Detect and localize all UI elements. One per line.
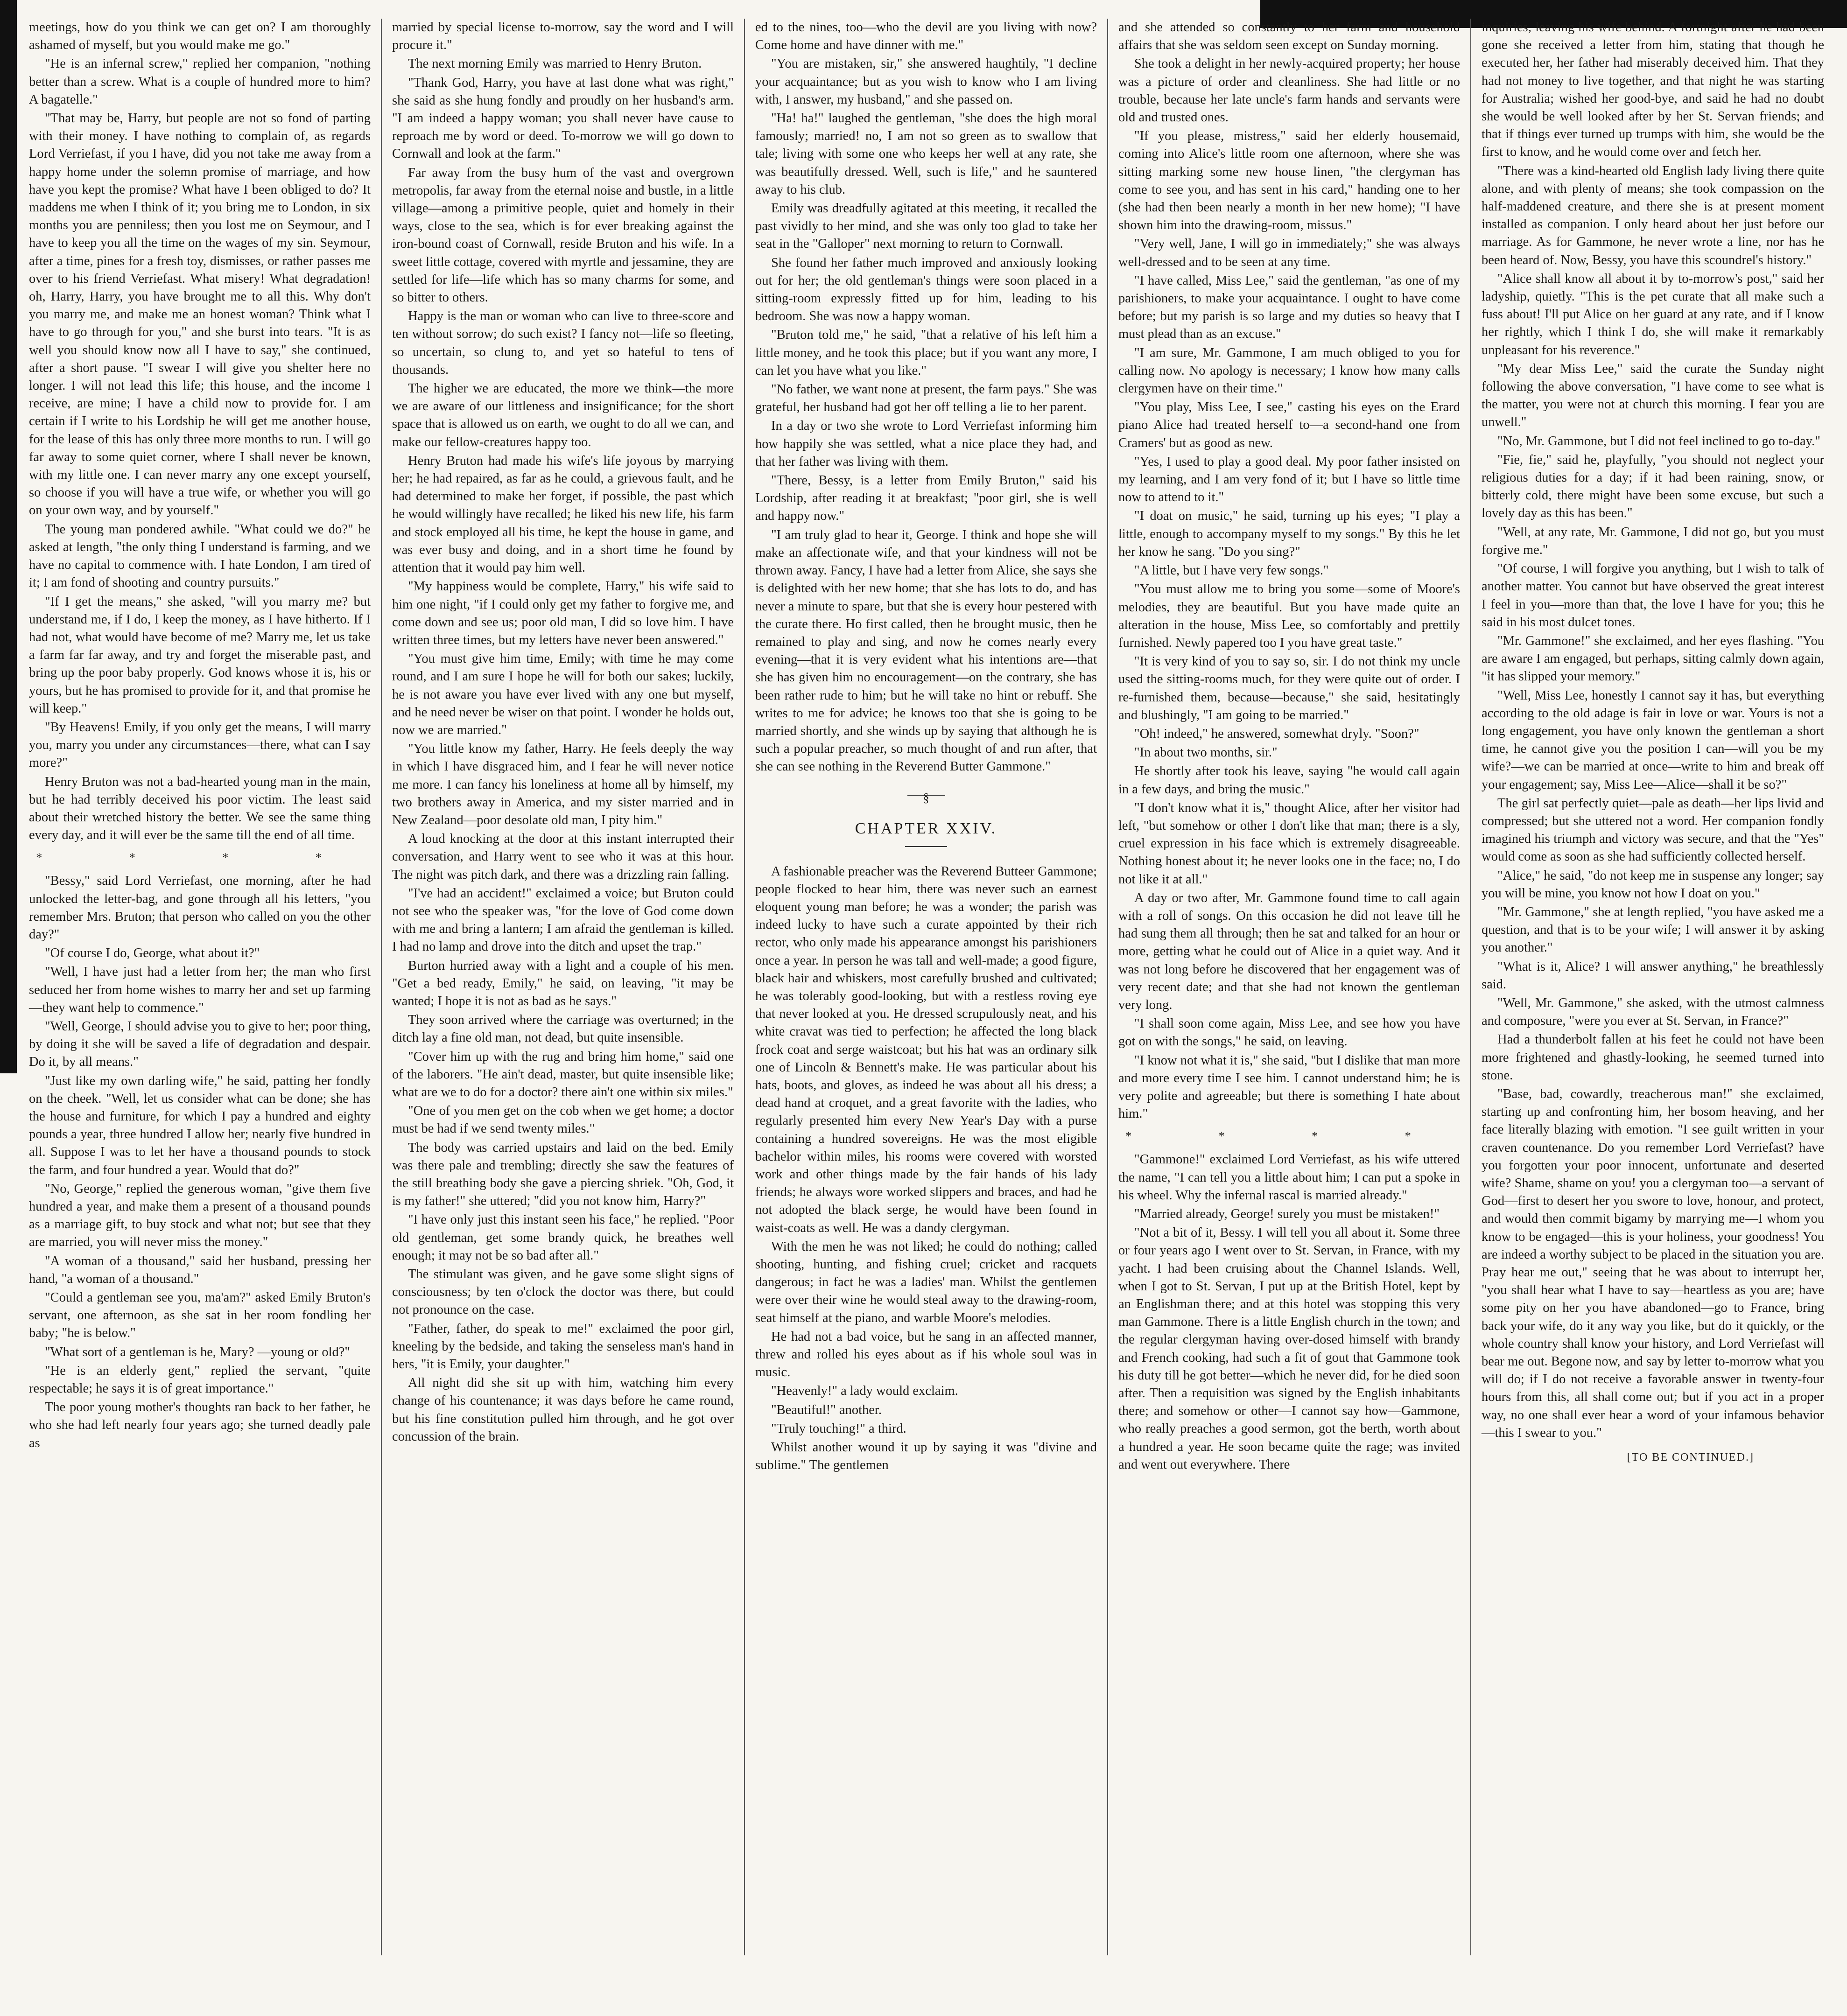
paragraph: "I have called, Miss Lee," said the gentleman, "as one of my parishioners, to make your acquaintance. I ought to have come before; but my parish is so large and my duties so heavy that I must plead than as an excuse." (1118, 273, 1460, 342)
paragraph: "Well, Miss Lee, honestly I cannot say it has, but everything according to the old adage is fair in love or war. Yours is not a long engagement, you have only known the gentleman a short time, he cannot give you the position I can—will you be my wife?—we can be married at once—write to him and break off your engagement; say, Miss Lee—Alice—shall it be so?" (1482, 688, 1824, 792)
paragraph: "Of course, I will forgive you anything, but I wish to talk of another matter. You cannot but have observed the great interest I feel in you—more than that, the love I have for you; this he said in his most dulcet tones. (1482, 561, 1824, 630)
paragraph: "Well, George, I should advise you to give to her; poor thing, by doing it she will be saved a life of degradation and despair. Do it, by all means." (29, 1019, 371, 1070)
paragraph: "Well, Mr. Gammone," she asked, with the utmost calmness and composure, "were you ever at St. Servan, in France?" (1482, 995, 1824, 1029)
paragraph: "Just like my own darling wife," he said, patting her fondly on the cheek. "Well, let us consider what can be done; she has the house and furniture, for which I pay a hundred and eighty pounds a year, three hundred I allow her; nearly five hundred in all. Suppose I was to let her have a thousand pounds to stock the farm, and four hundred a year. Would that do?" (29, 1073, 371, 1177)
paragraph: A loud knocking at the door at this instant interrupted their conversation, and Harry went to see who it was at this hour. The night was pitch dark, and there was a drizzling rain falling. (392, 832, 734, 882)
paragraph: In a day or two she wrote to Lord Verriefast informing him how happily she was settled, what a nice place they had, and that her father was living with them. (755, 419, 1097, 469)
paragraph: "My happiness would be complete, Harry," his wife said to him one night, "if I could only get my father to forgive me, and come down and see us; poor old man, I did so love him. I have written three times, but my letters have never been answered." (392, 579, 734, 647)
paragraph: All night did she sit up with him, watching him every change of his countenance; it was days before he came round, but his fine constitution pulled him through, and he got over concussion of the brain. (392, 1376, 734, 1444)
paragraph: and she attended so constantly to her farm and household affairs that she was seldom seen except on Sunday morning. (1118, 20, 1460, 53)
paragraph: "I don't know what it is," thought Alice, after her visitor had left, "but somehow or other I don't like that man; there is a sly, cruel expression in his face which is extremely disagreeable. Nothing honest about it; he never looks one in the face; no, I do not like it at all." (1118, 800, 1460, 887)
paragraph: "Bruton told me," he said, "that a relative of his left him a little money, and he took this place; but if you want any more, I can let you have what you like." (755, 328, 1097, 378)
paragraph: "Could a gentleman see you, ma'am?" asked Emily Bruton's servant, one afternoon, as she sat in her room fondling her baby; "he is below." (29, 1290, 371, 1341)
paragraph: "Married already, George! surely you must be mistaken!" (1134, 1207, 1440, 1221)
paragraph: The young man pondered awhile. "What could we do?" he asked at length, "the only thing I understand is farming, and we have no capital to commence with. I hate London, I am tired of it; I am fond of shooting and country pursuits." (29, 522, 371, 590)
paragraph: "I am sure, Mr. Gammone, I am much obliged to you for calling now. No apology is necessary; I know how many calls clergymen have on their time." (1118, 345, 1460, 396)
paragraph: "I know not what it is," she said, "but I dislike that man more and more every time I see him. I cannot understand him; he is very polite and agreeable; but there is something I hate about him." (1118, 1053, 1460, 1121)
paragraph: "I am truly glad to hear it, George. I think and hope she will make an affectionate wife, and that your kindness will not be thrown away. Fancy, I have had a letter from Alice, she says she is delighted with her new home; that she has lots to do, and has never a minute to spare, but that she is every hour pestered with the curate there. Ho first called, then he brought music, then he remained to play and sing, and now he comes nearly every evening—that it is very evident what his intentions are—that she has given him no encouragement—on the contrary, she has been rather rude to him; but he will take no hint or rebuff. She writes to me for advice; he knows too that she is going to be married shortly, and she winds up by saying that although he is such a popular preacher, so much thought of and run after, that she can see nothing in the Reverend Butter Gammone." (755, 527, 1097, 774)
paragraph: "There, Bessy, is a letter from Emily Bruton," said his Lordship, after reading it at breakfast; "poor girl, she is well and happy now." (755, 473, 1097, 524)
paragraph: "You are mistaken, sir," she answered haughtily, "I decline your acquaintance; but as you wish to know who I am living with, I answer, my husband," and she passed on. (755, 56, 1097, 107)
paragraph: "I shall soon come again, Miss Lee, and see how you have got on with the songs," he said, on leaving. (1118, 1016, 1460, 1049)
paragraph: meetings, how do you think we can get on? I am thoroughly ashamed of myself, but you would make me go." (29, 20, 371, 53)
column-4 (1108, 19, 1471, 1955)
paragraph: "What is it, Alice? I will answer anything," he breathlessly said. (1482, 959, 1824, 992)
paragraph: Far away from the busy hum of the vast and overgrown metropolis, far away from the eternal noise and bustle, in a little village—among a primitive people, quiet and homely in their ways, close to the sea, which is for ever breaking against the iron-bound coast of Cornwall, reside Bruton and his wife. In a sweet little cottage, covered with myrtle and jessamine, they are settled for life—life which has so many charms for some, and so bitter to others. (392, 165, 734, 305)
paragraph: "That may be, Harry, but people are not so fond of parting with their money. I have nothing to complain of, as regards Lord Verriefast, if you I have, did you not take me away from a happy home under the solemn promise of marriage, and how have you kept the promise? What have I been obliged to do? It maddens me when I think of it; you bring me to London, in six months you are penniless; then you lost me on Seymour, and I have to keep you all the time on the wages of my sin. Seymour, after a time, pines for a fresh toy, dismisses, or rather passes me over to his friend Verriefast. What misery! What degradation! oh, Harry, Harry, you have brought me to all this. Why don't you marry me, and make me an honest woman? Think what I have to go through for you," and she burst into tears. "It is as well you should know now all I have to say," she continued, after a short pause. "I swear I will give you shelter here no longer. I will not lead this life; this house, and the income I receive, are mine; I have a child now to provide for. I am certain if I write to his Lordship he will get me another house, for the lease of this has only three more months to run. I will go far away to some quiet corner, where I shall never be known, with my little one. I can never marry any one except yourself, so choose if you will have a true wife, or whether you will go on your own way, and by yourself." (29, 111, 371, 518)
paragraph: "In about two months, sir." (1134, 745, 1278, 760)
paragraph: "Fie, fie," said he, playfully, "you should not neglect your religious duties for a day; if it had been raining, snow, or bitterly cold, there might have been some excuse, but such a lovely day as this has been." (1482, 452, 1824, 521)
column-1 (19, 19, 382, 1955)
paragraph: The poor young mother's thoughts ran back to her father, he who she had left nearly four years ago; she turned deadly pale as (29, 1400, 371, 1450)
paragraph: "I doat on music," he said, turning up his eyes; "I play a little, enough to accompany myself to my songs." By this he let her know he sang. "Do you sing?" (1118, 509, 1460, 559)
column-2 (382, 19, 745, 1955)
paragraph: "Of course I do, George, what about it?" (45, 946, 260, 961)
paragraph: inquiries, leaving his wife behind. A fortnight after he had been gone she received a letter from him, stating that though he executed her, her father had miserably deceived him. That they had not money to live together, and that night he was starting for Australia; wished her good-bye, and said he had no doubt she would be well looked after by her St. Servan friends; and that if things ever turned up trumps with him, she would be the first to know, and he would come over and fetch her. (1482, 20, 1824, 160)
paragraph: "Yes, I used to play a good deal. My poor father insisted on my learning, and I am very fond of it; but I have so little time now to attend to it." (1118, 454, 1460, 505)
paragraph: "Mr. Gammone," she at length replied, "you have asked me a question, and that is to be your wife; I will answer it by asking you another." (1482, 904, 1824, 955)
paragraph: "You little know my father, Harry. He feels deeply the way in which I have disgraced him, and I fear he will never notice me more. I can fancy his loneliness at home all by himself, my two brothers away in America, and my sister married and in New Zealand—poor desolate old man, I pity him." (392, 742, 734, 827)
paragraph: Whilst another wound it up by saying it was "divine and sublime." The gentlemen (755, 1440, 1097, 1473)
paragraph: ed to the nines, too—who the devil are you living with now? Come home and have dinner with me." (755, 20, 1097, 53)
paragraph: "No father, we want none at present, the farm pays." She was grateful, her husband had got her off telling a lie to her parent. (755, 382, 1097, 415)
column-3 (745, 19, 1108, 1955)
paragraph: "Ha! ha!" laughed the gentleman, "she does the high moral famously; married! no, I am not so green as to swallow that tale; living with some one who keeps her well at any rate, she was beautifully dressed. Well, such is life," and he sauntered away to his club. (755, 111, 1097, 197)
paragraph: "I've had an accident!" exclaimed a voice; but Bruton could not see who the speaker was, "for the love of God come down with me and bring a lantern; I am afraid the gentleman is killed. I had no lamp and drove into the ditch and upset the trap." (392, 886, 734, 954)
paragraph: A day or two after, Mr. Gammone found time to call again with a roll of songs. On this occasion he did not leave till he had sung them all through; then he sat and talked for an hour or more, getting what he could out of Alice in a quiet way. And it was not long before he discovered that her engagement was of very recent date; and that she had not known the gentleman very long. (1118, 890, 1460, 1012)
column-5 (1471, 19, 1834, 1955)
paragraph: They soon arrived where the carriage was overturned; in the ditch lay a fine old man, not dead, but quite insensible. (392, 1013, 734, 1045)
section-divider-stars: * * * * (1125, 1129, 1453, 1143)
paragraph: Happy is the man or woman who can live to three-score and ten without sorrow; do such exist? I fancy not—life so fleeting, so uncertain, so clung to, and yet so hateful to tens of thousands. (392, 309, 734, 377)
chapter-heading: CHAPTER XXIV. (855, 819, 997, 837)
paragraph: "Bessy," said Lord Verriefast, one morning, after he had unlocked the letter-bag, and gone through all his letters, "you remember Mrs. Bruton; that person who called on you the other day?" (29, 874, 371, 942)
paragraph: "Heavenly!" a lady would exclaim. (771, 1384, 958, 1399)
paragraph: The body was carried upstairs and laid on the bed. Emily was there pale and trembling; directly she saw the features of the still breathing body she gave a piercing shriek. "Oh, God, it is my father!" she uttered; "did you not know him, Harry?" (392, 1140, 734, 1209)
paragraph: "What sort of a gentleman is he, Mary? —young or old?" (45, 1344, 351, 1359)
paragraph: "Cover him up with the rug and bring him home," said one of the laborers. "He ain't dead, master, but quite insensible like; what are we to do for a doctor? there ain't one within six miles." (392, 1049, 734, 1099)
paragraph: "Beautiful!" another. (771, 1402, 882, 1417)
paragraph: The next morning Emily was married to Henry Bruton. (408, 56, 702, 71)
paragraph: Had a thunderbolt fallen at his feet he could not have been more frightened and ghastly-looking, he seemed turned into stone. (1482, 1032, 1824, 1083)
section-divider-stars: * * * * (36, 851, 364, 865)
paragraph: "My dear Miss Lee," said the curate the Sunday night following the above conversation, "I have come to see what is the matter, you were not at church this morning. I fear you are unwell." (1482, 361, 1824, 430)
paragraph: "By Heavens! Emily, if you only get the means, I will marry you, marry you under any circumstances—there, what can I say more?" (29, 720, 371, 770)
paragraph: Henry Bruton had made his wife's life joyous by marrying her; he had repaired, as far as he could, a grievous fault, and he had determined to make her forget, if possible, the past which he would willingly have recalled; he liked his new life, his farm and stock employed all his time, he kept the house in game, and was ever busy and doing, and in a short time he found by attention that it would pay him well. (392, 453, 734, 575)
paragraph: "Alice," he said, "do not keep me in suspense any longer; say you will be mine, you know not how I doat on you." (1482, 868, 1824, 901)
paragraph: Burton hurried away with a light and a couple of his men. "Get a bed ready, Emily," he said, on leaving, "it may be wanted; I hope it is not as bad as he says." (392, 958, 734, 1008)
paragraph: The girl sat perfectly quiet—pale as death—her lips livid and compressed; but she uttered not a word. Her companion fondly imagined his triumph and victory was secure, and that the "Yes" would come as soon as she had sufficiently collected herself. (1482, 796, 1824, 864)
paragraph: She took a delight in her newly-acquired property; her house was a picture of order and cleanliness. She had little or no trouble, because her late uncle's farm hands and servants were old and trusted ones. (1118, 56, 1460, 125)
paragraph: "Oh! indeed," he answered, somewhat dryly. "Soon?" (1134, 726, 1419, 741)
paragraph: "Base, bad, cowardly, treacherous man!" she exclaimed, starting up and confronting him, her bosom heaving, and her face literally blazing with emotion. "I see guilt written in your craven countenance. Do you remember Lord Verriefast? have you forgotten your poor innocent, unfortunate and deserted wife? Shame, shame on you! you a clergyman too—a servant of God—first to desert her you swore to love, honour, and protect, and would then commit bigamy by marrying me—I whom you know to be engaged—this is your holiness, your goodness! You are indeed a worthy subject to be placed in the situation you are. Pray hear me out," seeing that he was about to interrupt her, "you shall hear what I have to say—heartless as you are; have some pity on her you have abandoned—go to France, bring back your wife, do it any way you like, but do it quickly, or the whole country shall know your history, and Lord Verriefast will bear me out. Begone now, and say by letter to-morrow what you will do; if I do not receive a favorable answer in twenty-four hours from this, all shall come out; but if you act in a proper way, no one shall ever hear a word of your infamous behavior—this I swear to you." (1482, 1086, 1824, 1440)
paragraph: "Truly touching!" a third. (771, 1421, 906, 1436)
paragraph: "He is an elderly gent," replied the servant, "quite respectable; he says it is of great importance." (29, 1363, 371, 1396)
paragraph: He had not a bad voice, but he sang in an affected manner, threw and rolled his eyes about as if his whole soul was in music. (755, 1329, 1097, 1380)
paragraph: "You must give him time, Emily; with time he may come round, and I am sure I hope he will for both our sakes; luckily, he is not aware you have ever lived with any one but myself, and he need never be wiser on that point. I wonder he holds out, now we are married." (392, 651, 734, 737)
paragraph: "Father, father, do speak to me!" exclaimed the poor girl, kneeling by the bedside, and taking the senseless man's hand in hers, "it is Emily, your daughter." (392, 1321, 734, 1372)
paragraph: Henry Bruton was not a bad-hearted young man in the main, but he had terribly deceived his poor victim. The least said about their wretched history the better. We see the same thing every day, and it will ever be the same till the end of all time. (29, 774, 371, 843)
paragraph: "Thank God, Harry, you have at last done what was right," she said as she hung fondly and proudly on her husband's arm. "I am indeed a happy woman; you shall never have cause to reproach me by word or deed. To-morrow we will go down to Cornwall and look at the farm." (392, 75, 734, 161)
paragraph: "It is very kind of you to say so, sir. I do not think my uncle used the sitting-rooms much, for they were quite out of order. I re-furnished them, because—because," she said, hesitatingly and blushingly, "I am going to be married." (1118, 654, 1460, 722)
paragraph: "A little, but I have very few songs." (1134, 563, 1329, 578)
paragraph: "You play, Miss Lee, I see," casting his eyes on the Erard piano Alice had treated herself to—a second-hand one from Cramers' but as good as new. (1118, 400, 1460, 450)
paragraph: "Gammone!" exclaimed Lord Verriefast, as his wife uttered the name, "I can tell you a little about him; I can put a spoke in his wheel. Why the infernal rascal is married already." (1118, 1152, 1460, 1203)
paragraph: "Well, I have just had a letter from her; the man who first seduced her from home wishes to marry her and set up farming—they want help to commence." (29, 965, 371, 1015)
paragraph: "You must allow me to bring you some—some of Moore's melodies, they are beautiful. But you have made quite an alteration in the house, Miss Lee, so comfortably and prettily furnished. Newly papered too I you have great taste." (1118, 582, 1460, 650)
chapter-break (755, 791, 1097, 805)
paragraph: The stimulant was given, and he gave some slight signs of consciousness; by ten o'clock the doctor was there, but could not pronounce on the case. (392, 1267, 734, 1317)
paragraph: The higher we are educated, the more we think—the more we are aware of our littleness and insignificance; for the short space that is allowed us on earth, we ought to do all we can, and make our fellow-creatures happy too. (392, 381, 734, 449)
paragraph: A fashionable preacher was the Reverend Butteer Gammone; people flocked to hear him, there was never such an earnest eloquent young man before; he was a wonder; the parish was indeed lucky to have such a curate appointed by their rich rector, who only made his appearance amongst his parishioners once a year. In person he was tall and well-made; a good figure, black hair and whiskers, most carefully brushed and cultivated; he was tolerably good-looking, but with a restless roving eye that never looked at you. He dressed scrupulously neat, and his white cravat was tied to perfection; he affected the long black frock coat and serge waistcoat; but his hat was an ordinary silk one of Lincoln & Bennett's make. He was particular about his hats, boots, and gloves, as indeed he was about all his dress; a dead hand at croquet, and a great favorite with the ladies, who regularly presented him every New Year's Day with a purse containing a hundred sovereigns. He was the most eligible bachelor within miles, his rooms were covered with worsted work and other things made by the fair hands of his lady friends; he always wore worked slippers and braces, and had he not adopted the black serge, he would have been found in waist-coats as well. He was a dandy clergyman. (755, 864, 1097, 1235)
paragraph: Emily was dreadfully agitated at this meeting, it recalled the past vividly to her mind, and she was only too glad to take her seat in the "Galloper" next morning to return to Cornwall. (755, 201, 1097, 252)
scan-edge-left (0, 0, 17, 1073)
paragraph: "Mr. Gammone!" she exclaimed, and her eyes flashing. "You are aware I am engaged, but perhaps, sitting calmly down again, "it has slipped your memory." (1482, 633, 1824, 684)
paragraph: "A woman of a thousand," said her husband, pressing her hand, "a woman of a thousand." (29, 1253, 371, 1286)
paragraph: "Very well, Jane, I will go in immediately;" she was always well-dressed and to be seen at any time. (1118, 237, 1460, 269)
paragraph: He shortly after took his leave, saying "he would call again in a few days, and bring the music." (1118, 764, 1460, 797)
paragraph: "Not a bit of it, Bessy. I will tell you all about it. Some three or four years ago I went over to St. Servan, in France, with my yacht. I had been cruising about the Channel Islands. Well, when I got to St. Servan, I put up at the British Hotel, kept by an Englishman there; and at this hotel was stopping this very man Gammone. There is a little English church in the town; and the regular clergyman having over-dosed himself with brandy and French cooking, had such a fit of gout that Gammone took his duty till he got better—which he never did, for he died soon after. Then a requisition was signed by the English inhabitants there; and somehow or other—I cannot say how—Gammone, who really preaches a good sermon, got the berth, worth about a hundred a year. He soon became quite the rage; was invited and went out everywhere. There (1118, 1225, 1460, 1472)
paragraph: "Alice shall know all about it by to-morrow's post," said her ladyship, quietly. "This is the pet curate that all make such a fuss about! I'll put Alice on her guard at any rate, and if I know her rightly, which I think I do, she will make it remarkably unpleasant for his reverence." (1482, 271, 1824, 357)
chapter-ornament: § (907, 795, 945, 800)
paragraph: "One of you men get on the cob when we get home; a doctor must be had if we send twenty miles." (392, 1104, 734, 1136)
to-be-continued: [TO BE CONTINUED.] (1627, 1451, 1754, 1464)
paragraph: "I have only just this instant seen his face," he replied. "Poor old gentleman, get some brandy quick, he breathes well enough; it may not be so bad after all." (392, 1212, 734, 1263)
paragraph: married by special license to-morrow, say the word and I will procure it." (392, 20, 734, 53)
newspaper-page (19, 19, 1834, 1993)
paragraph: She found her father much improved and anxiously looking out for her; the old gentleman's things were soon placed in a sitting-room expressly fitted up for him, leading to his bedroom. She was now a happy woman. (755, 255, 1097, 324)
paragraph: "There was a kind-hearted old English lady living there quite alone, and with plenty of means; she took compassion on the half-maddened creature, and there she is at present moment installed as companion. I only heard about her just before our marriage. As for Gammone, he never wrote a line, nor has he been heard of. Now, Bessy, you have this scoundrel's history." (1482, 163, 1824, 267)
paragraph: "No, Mr. Gammone, but I did not feel inclined to go to-day." (1497, 434, 1820, 448)
chapter-rule (905, 846, 947, 847)
paragraph: With the men he was not liked; he could do nothing; called shooting, hunting, and fishing cruel; cricket and racquets dangerous; in fact he was a ladies' man. Whilst the gentlemen were over their wine he would steal away to the drawing-room, seat himself at the piano, and warble Moore's melodies. (755, 1239, 1097, 1325)
paragraph: "If I get the means," she asked, "will you marry me? but understand me, if I do, I keep the money, as I have hitherto. If I had not, what would have become of me? Marry me, let us take a farm far far away, and try and forget the miserable past, and bring up the poor baby properly. God knows whose it is, his or yours, but he has promised to provide for it, and that promise he will keep." (29, 594, 371, 716)
paragraph: "He is an infernal screw," replied her companion, "nothing better than a screw. What is a couple of hundred more to him? A bagatelle." (29, 56, 371, 107)
paragraph: "Well, at any rate, Mr. Gammone, I did not go, but you must forgive me." (1482, 525, 1824, 557)
paragraph: "No, George," replied the generous woman, "give them five hundred a year, and make them a present of a thousand pounds as a marriage gift, to buy stock and what not; but see that they are married, you will never miss the money." (29, 1181, 371, 1250)
paragraph: "If you please, mistress," said her elderly housemaid, coming into Alice's little room one afternoon, where she was sitting marking some new house linen, "the clergyman has come to see you, and has sent in his card," handing one to her (she had then been nearly a month in her new home); "I have shown him into the drawing-room, missus." (1118, 129, 1460, 233)
